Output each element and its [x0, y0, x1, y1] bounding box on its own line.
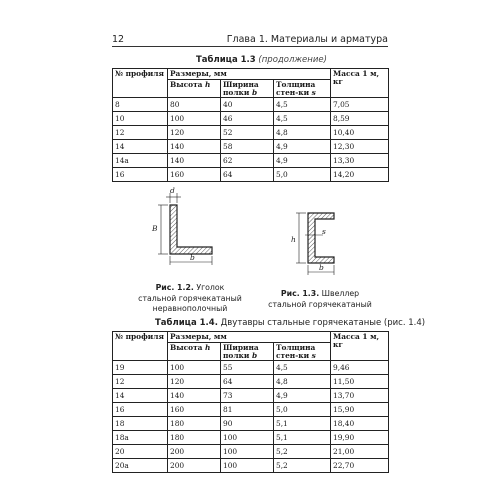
table-cell: 4,5	[274, 112, 331, 126]
table-cell: 64	[221, 168, 274, 182]
table-row	[113, 375, 389, 389]
figure-1-2-caption	[138, 283, 242, 315]
table-row	[113, 168, 389, 182]
table-cell: 62	[221, 154, 274, 168]
table-cell: 22,70	[331, 459, 389, 473]
table-cell: 4,9	[274, 154, 331, 168]
page-number: 12	[112, 34, 125, 45]
table-cell: 5,0	[274, 168, 331, 182]
table-1-4-caption-label: Таблица 1.4.	[155, 318, 218, 328]
header-thickness-symbol: s	[311, 350, 316, 360]
header-width-symbol: b	[251, 87, 258, 97]
dim-d-label: d	[170, 186, 175, 195]
table-cell: 180	[168, 417, 221, 431]
header-mass: Масса 1 м, кг	[331, 69, 389, 98]
table-cell: 120	[168, 126, 221, 140]
header-mass: Масса 1 м, кг	[331, 332, 389, 361]
table-row	[113, 403, 389, 417]
table-cell: 13,70	[331, 389, 389, 403]
table-cell: 5,2	[274, 445, 331, 459]
table-cell: 46	[221, 112, 274, 126]
header-thickness-label: Толщина стен-ки	[276, 79, 316, 97]
table-row	[113, 389, 389, 403]
header-thickness	[274, 79, 331, 98]
table-cell: 14,20	[331, 168, 389, 182]
table-cell: 100	[221, 459, 274, 473]
table-cell: 58	[221, 140, 274, 154]
table-cell: 12	[113, 126, 168, 140]
table-1-4-caption-text: Двутавры стальные горячекатаные (рис. 1.4)	[220, 318, 426, 328]
table-cell: 12,30	[331, 140, 389, 154]
header-height-label: Высота	[170, 79, 203, 89]
table-row	[113, 112, 389, 126]
table-cell: 81	[221, 403, 274, 417]
table-cell: 10	[113, 112, 168, 126]
table-1-4-caption	[155, 318, 425, 328]
running-head: Глава 1. Материалы и арматура	[226, 34, 388, 45]
table-cell: 40	[221, 98, 274, 112]
table-cell: 100	[168, 112, 221, 126]
channel-profile-figure	[288, 205, 358, 285]
header-width-symbol: b	[251, 350, 258, 360]
table-cell: 14	[113, 140, 168, 154]
table-cell: 5,2	[274, 459, 331, 473]
channel-section-shape	[308, 213, 334, 263]
table-cell: 8,59	[331, 112, 389, 126]
table-row	[113, 140, 389, 154]
table-row	[113, 126, 389, 140]
table-cell: 120	[168, 375, 221, 389]
table-cell: 4,9	[274, 389, 331, 403]
header-profile: № профиля	[113, 332, 168, 361]
table-cell: 13,30	[331, 154, 389, 168]
table-cell: 4,5	[274, 98, 331, 112]
table-cell: 4,8	[274, 375, 331, 389]
table-cell: 4,5	[274, 361, 331, 375]
header-sizes: Размеры, мм	[168, 69, 331, 80]
table-row	[113, 361, 389, 375]
table-cell: 16	[113, 403, 168, 417]
table-cell: 8	[113, 98, 168, 112]
dim-B-label: B	[152, 224, 158, 233]
figure-1-3-caption-label: Рис. 1.3.	[280, 289, 320, 298]
header-height-symbol: h	[205, 342, 211, 352]
table-cell: 21,00	[331, 445, 389, 459]
table-cell: 160	[168, 403, 221, 417]
header-height	[168, 342, 221, 361]
table-cell: 100	[221, 431, 274, 445]
table-cell: 12	[113, 375, 168, 389]
angle-profile-figure	[150, 185, 230, 275]
table-cell: 14а	[113, 154, 168, 168]
table-cell: 160	[168, 168, 221, 182]
table-cell: 18а	[113, 431, 168, 445]
header-width	[221, 342, 274, 361]
table-row	[113, 98, 389, 112]
table-cell: 20а	[113, 459, 168, 473]
table-1-3-caption-label: Таблица 1.3	[196, 55, 256, 65]
table-cell: 19	[113, 361, 168, 375]
table-row	[113, 417, 389, 431]
header-thickness	[274, 342, 331, 361]
table-cell: 5,1	[274, 417, 331, 431]
table-cell: 14	[113, 389, 168, 403]
header-thickness-label: Толщина стен-ки	[276, 342, 316, 360]
figure-1-2-caption-label: Рис. 1.2.	[155, 283, 194, 292]
table-cell: 80	[168, 98, 221, 112]
table-cell: 18	[113, 417, 168, 431]
header-height	[168, 79, 221, 98]
table-cell: 100	[168, 361, 221, 375]
table-cell: 7,05	[331, 98, 389, 112]
page-header	[112, 32, 388, 48]
table-cell: 11,50	[331, 375, 389, 389]
dim-s-label: s	[322, 227, 326, 236]
table-cell: 15,90	[331, 403, 389, 417]
table-cell: 10,40	[331, 126, 389, 140]
table-cell: 200	[168, 445, 221, 459]
table-cell: 18,40	[331, 417, 389, 431]
table-1-3-body	[113, 98, 389, 182]
table-1-3-caption-note: (продолжение)	[258, 55, 327, 65]
table-row	[113, 445, 389, 459]
table-row	[113, 154, 389, 168]
header-sizes: Размеры, мм	[168, 332, 331, 343]
header-height-symbol: h	[205, 79, 211, 89]
table-row	[113, 459, 389, 473]
table-header-row	[113, 332, 389, 343]
dim-b-label: b	[190, 253, 195, 262]
table-1-4	[112, 331, 389, 473]
table-1-3-caption	[196, 55, 327, 65]
table-cell: 19,90	[331, 431, 389, 445]
table-cell: 90	[221, 417, 274, 431]
table-cell: 64	[221, 375, 274, 389]
header-width-label: Ширина полки	[223, 79, 259, 97]
header-height-label: Высота	[170, 342, 203, 352]
table-cell: 140	[168, 389, 221, 403]
table-row	[113, 431, 389, 445]
table-cell: 5,1	[274, 431, 331, 445]
table-cell: 180	[168, 431, 221, 445]
table-cell: 200	[168, 459, 221, 473]
table-1-4-body	[113, 361, 389, 473]
figure-1-3-caption-text: Швеллер стальной горячекатаный	[268, 289, 372, 309]
table-cell: 20	[113, 445, 168, 459]
table-cell: 73	[221, 389, 274, 403]
figure-1-3-caption	[265, 289, 375, 310]
table-cell: 4,8	[274, 126, 331, 140]
header-width	[221, 79, 274, 98]
table-cell: 4,9	[274, 140, 331, 154]
header-profile: № профиля	[113, 69, 168, 98]
table-1-3	[112, 68, 389, 182]
dim-b-label-channel: b	[319, 263, 324, 272]
table-cell: 100	[221, 445, 274, 459]
angle-section-shape	[170, 205, 212, 254]
table-cell: 9,46	[331, 361, 389, 375]
header-thickness-symbol: s	[311, 87, 316, 97]
table-cell: 140	[168, 140, 221, 154]
table-cell: 5,0	[274, 403, 331, 417]
dim-h-label: h	[291, 235, 296, 244]
table-header-row	[113, 69, 389, 80]
table-cell: 52	[221, 126, 274, 140]
table-cell: 16	[113, 168, 168, 182]
header-width-label: Ширина полки	[223, 342, 259, 360]
table-cell: 140	[168, 154, 221, 168]
figure-1-2-caption-text: Уголок стальной горячекатаный неравнополочный	[138, 283, 242, 314]
table-cell: 55	[221, 361, 274, 375]
header-rule	[112, 46, 388, 47]
